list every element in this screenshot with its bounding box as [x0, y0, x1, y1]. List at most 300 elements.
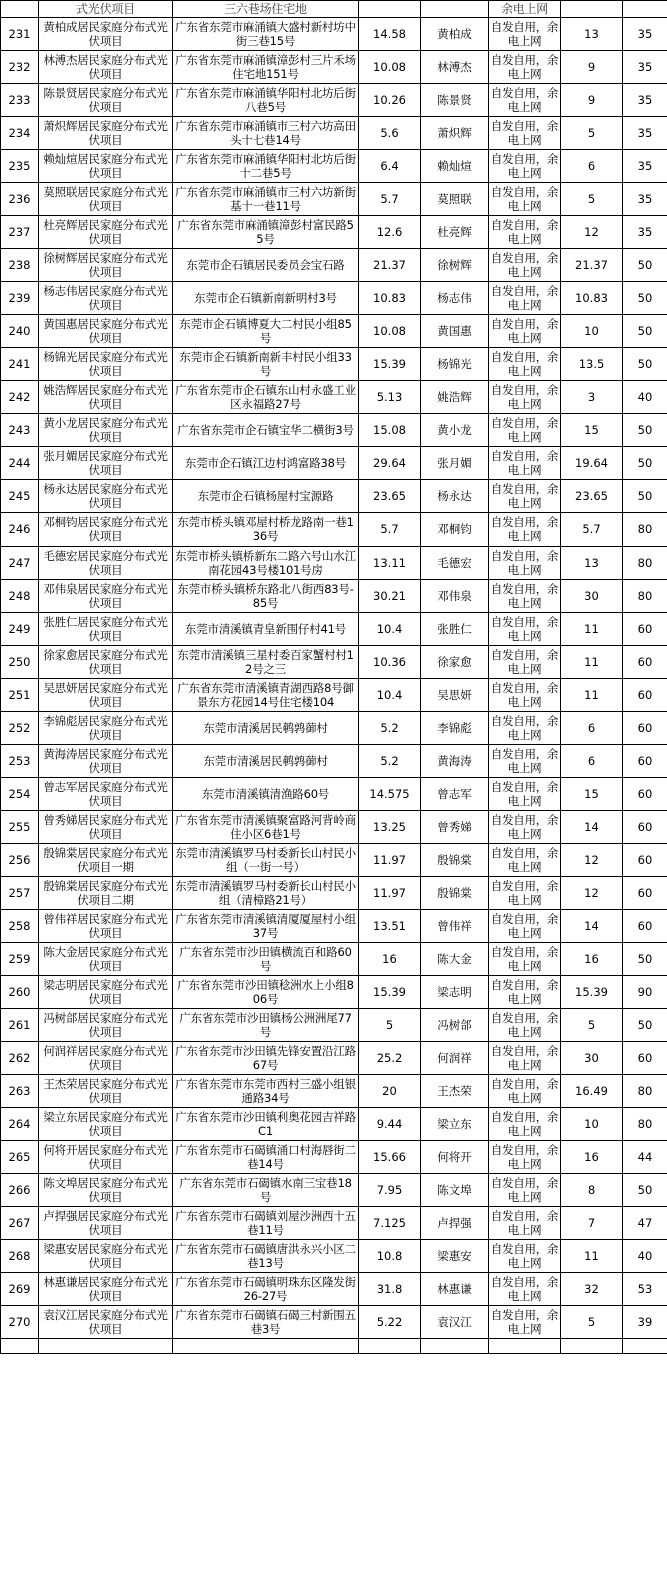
table-row [1, 711, 667, 744]
cell-filed-capacity: 19.64 [561, 447, 623, 480]
cell-project: 曾秀娣居民家庭分布式光伏项目 [39, 810, 173, 843]
cell-mode: 自发自用，余电上网 [489, 447, 561, 480]
cell-duration: 60 [623, 612, 667, 645]
table-row [1, 1008, 667, 1041]
cell-owner: 何将开 [421, 1141, 489, 1174]
cell-filed-capacity: 13 [561, 18, 623, 51]
cell-capacity: 5.13 [359, 381, 421, 414]
cell-project: 卢捍强居民家庭分布式光伏项目 [39, 1207, 173, 1240]
table-row [1, 810, 667, 843]
table-row [1, 183, 667, 216]
cell-owner: 毛德宏 [421, 546, 489, 579]
cell-capacity: 15.39 [359, 975, 421, 1008]
cell-index: 253 [1, 744, 39, 777]
cell-filed-capacity: 9 [561, 84, 623, 117]
table-row [1, 480, 667, 513]
cell-filed-capacity: 15 [561, 414, 623, 447]
cell-capacity: 7.125 [359, 1207, 421, 1240]
cell-project: 李锦彪居民家庭分布式光伏项目 [39, 711, 173, 744]
cell-project: 梁惠安居民家庭分布式光伏项目 [39, 1240, 173, 1273]
table-row [1, 645, 667, 678]
cell-capacity: 5.22 [359, 1306, 421, 1339]
table-row [1, 249, 667, 282]
cell-capacity: 5.2 [359, 711, 421, 744]
cell-address: 广东省东莞市麻涌镇市三村六坊新街基十一巷11号 [173, 183, 359, 216]
cell-filed-capacity: 16 [561, 1141, 623, 1174]
cell-mode: 自发自用，余电上网 [489, 216, 561, 249]
cell-mode: 自发自用，余电上网 [489, 1008, 561, 1041]
cell-duration [623, 1, 667, 18]
cell-address: 东莞市清溪居民鹌鹑蓹村 [173, 711, 359, 744]
cell-owner: 黄柏成 [421, 18, 489, 51]
cell-project: 曾志军居民家庭分布式光伏项目 [39, 777, 173, 810]
cell-address: 东莞市清溪镇三星村委百家蟹村村12号之三 [173, 645, 359, 678]
cell-duration: 80 [623, 513, 667, 546]
cell-project: 袁汉江居民家庭分布式光伏项目 [39, 1306, 173, 1339]
cell-duration: 60 [623, 810, 667, 843]
cell-filed-capacity: 15 [561, 777, 623, 810]
cell-mode: 自发自用，余电上网 [489, 1141, 561, 1174]
cell-filed-capacity: 32 [561, 1273, 623, 1306]
table-row [1, 282, 667, 315]
cell-filed-capacity: 7 [561, 1207, 623, 1240]
cell-filed-capacity: 16 [561, 942, 623, 975]
table-row [1, 678, 667, 711]
table-row [1, 843, 667, 876]
cell-index: 247 [1, 546, 39, 579]
cell-mode: 自发自用，余电上网 [489, 909, 561, 942]
cell-project: 杨志伟居民家庭分布式光伏项目 [39, 282, 173, 315]
cell-capacity: 6.4 [359, 150, 421, 183]
cell-index: 263 [1, 1075, 39, 1108]
cell-mode: 自发自用，余电上网 [489, 975, 561, 1008]
cell-address: 东莞市企石镇江边村鸿富路38号 [173, 447, 359, 480]
cell-capacity: 23.65 [359, 480, 421, 513]
table-row [1, 513, 667, 546]
cell-capacity: 16 [359, 942, 421, 975]
table-row [1, 381, 667, 414]
cell-project: 王杰荣居民家庭分布式光伏项目 [39, 1075, 173, 1108]
cell-address: 广东省东莞市沙田镇利奥花园吉祥路C1 [173, 1108, 359, 1141]
cell-capacity: 21.37 [359, 249, 421, 282]
cell-filed-capacity: 12 [561, 216, 623, 249]
cell-mode: 自发自用，余电上网 [489, 513, 561, 546]
cell-owner: 张月媚 [421, 447, 489, 480]
table-row [1, 348, 667, 381]
cell-duration: 50 [623, 414, 667, 447]
cell-duration: 80 [623, 546, 667, 579]
cell-capacity: 10.08 [359, 51, 421, 84]
cell-filed-capacity: 11 [561, 1240, 623, 1273]
cell-capacity: 10.26 [359, 84, 421, 117]
cell-duration: 40 [623, 381, 667, 414]
cell-owner: 曾伟祥 [421, 909, 489, 942]
cell-address: 东莞市企石镇新南新丰村民小组33号 [173, 348, 359, 381]
cell-capacity: 9.44 [359, 1108, 421, 1141]
cell-owner [421, 1, 489, 18]
cell-project: 陈文埠居民家庭分布式光伏项目 [39, 1174, 173, 1207]
cell-owner: 黄小龙 [421, 414, 489, 447]
cell-project [39, 1339, 173, 1354]
cell-project: 徐树辉居民家庭分布式光伏项目 [39, 249, 173, 282]
cell-project: 莫照联居民家庭分布式光伏项目 [39, 183, 173, 216]
cell-project: 梁立东居民家庭分布式光伏项目 [39, 1108, 173, 1141]
cell-owner: 赖灿煊 [421, 150, 489, 183]
cell-address: 广东省东莞市石碣镇唐洪永兴小区二巷13号 [173, 1240, 359, 1273]
cell-capacity: 15.66 [359, 1141, 421, 1174]
cell-duration: 50 [623, 249, 667, 282]
cell-mode [489, 1339, 561, 1354]
cell-index: 232 [1, 51, 39, 84]
cell-mode: 自发自用，余电上网 [489, 1273, 561, 1306]
cell-duration: 50 [623, 1008, 667, 1041]
cell-project: 黄国惠居民家庭分布式光伏项目 [39, 315, 173, 348]
cell-mode: 自发自用，余电上网 [489, 51, 561, 84]
cell-filed-capacity: 10.83 [561, 282, 623, 315]
cell-owner: 杜亮辉 [421, 216, 489, 249]
cell-project: 殷锦棠居民家庭分布式光伏项目一期 [39, 843, 173, 876]
cell-owner: 徐树辉 [421, 249, 489, 282]
cell-duration: 40 [623, 1240, 667, 1273]
cell-owner: 吴思妍 [421, 678, 489, 711]
cell-mode: 自发自用，余电上网 [489, 348, 561, 381]
cell-address: 广东省东莞市石碣镇石碣三村新围五巷3号 [173, 1306, 359, 1339]
cell-filed-capacity: 16.49 [561, 1075, 623, 1108]
cell-address: 广东省东莞市沙田镇杨公洲洲尾77号 [173, 1008, 359, 1041]
cell-duration: 60 [623, 876, 667, 909]
cell-owner: 卢捍强 [421, 1207, 489, 1240]
cell-owner: 冯树郃 [421, 1008, 489, 1041]
cell-project: 何润祥居民家庭分布式光伏项目 [39, 1041, 173, 1074]
cell-project: 杨永达居民家庭分布式光伏项目 [39, 480, 173, 513]
cell-owner [421, 1339, 489, 1354]
cell-address: 广东省东莞市沙田镇横流百和路60号 [173, 942, 359, 975]
cell-duration: 35 [623, 51, 667, 84]
cell-mode: 自发自用，余电上网 [489, 183, 561, 216]
cell-index: 267 [1, 1207, 39, 1240]
cell-address: 广东省东莞市东莞市西村三盛小组银通路34号 [173, 1075, 359, 1108]
cell-owner: 萧炽辉 [421, 117, 489, 150]
cell-index: 250 [1, 645, 39, 678]
cell-owner: 张胜仁 [421, 612, 489, 645]
table-row [1, 1141, 667, 1174]
cell-index: 262 [1, 1041, 39, 1074]
cell-address: 东莞市桥头镇邓屋村桥龙路南一巷136号 [173, 513, 359, 546]
cell-duration: 53 [623, 1273, 667, 1306]
cell-owner: 何润祥 [421, 1041, 489, 1074]
cell-index: 259 [1, 942, 39, 975]
cell-project: 邓伟泉居民家庭分布式光伏项目 [39, 579, 173, 612]
cell-project: 黄海涛居民家庭分布式光伏项目 [39, 744, 173, 777]
cell-duration: 35 [623, 216, 667, 249]
cell-capacity: 10.8 [359, 1240, 421, 1273]
cell-address: 广东省东莞市麻涌镇漳彭村富民路55号 [173, 216, 359, 249]
cell-duration: 80 [623, 579, 667, 612]
cell-index: 233 [1, 84, 39, 117]
cell-address: 广东省东莞市麻涌镇漳彭村三片禾场住宅地151号 [173, 51, 359, 84]
cell-mode: 自发自用，余电上网 [489, 282, 561, 315]
cell-index: 264 [1, 1108, 39, 1141]
cell-project: 殷锦棠居民家庭分布式光伏项目二期 [39, 876, 173, 909]
cell-duration: 39 [623, 1306, 667, 1339]
table-row [1, 1306, 667, 1339]
cell-filed-capacity: 30 [561, 579, 623, 612]
cell-owner: 邓桐钧 [421, 513, 489, 546]
cell-mode: 自发自用，余电上网 [489, 612, 561, 645]
cell-filed-capacity: 6 [561, 744, 623, 777]
cell-project: 邓桐钧居民家庭分布式光伏项目 [39, 513, 173, 546]
cell-project: 曾伟祥居民家庭分布式光伏项目 [39, 909, 173, 942]
table-row [1, 546, 667, 579]
cell-index: 248 [1, 579, 39, 612]
cell-project: 林溥杰居民家庭分布式光伏项目 [39, 51, 173, 84]
cell-mode: 自发自用，余电上网 [489, 414, 561, 447]
cell-owner: 殷锦棠 [421, 876, 489, 909]
cell-filed-capacity: 6 [561, 150, 623, 183]
cell-filed-capacity: 15.39 [561, 975, 623, 1008]
cell-duration: 35 [623, 18, 667, 51]
cell-owner: 杨永达 [421, 480, 489, 513]
cell-address: 广东省东莞市企石镇宝华二横街3号 [173, 414, 359, 447]
cell-project: 姚浩辉居民家庭分布式光伏项目 [39, 381, 173, 414]
cell-owner: 邓伟泉 [421, 579, 489, 612]
cell-index: 238 [1, 249, 39, 282]
cell-capacity: 13.51 [359, 909, 421, 942]
cell-mode: 自发自用，余电上网 [489, 315, 561, 348]
cell-owner: 陈文埠 [421, 1174, 489, 1207]
cell-mode: 自发自用，余电上网 [489, 744, 561, 777]
table-row [1, 909, 667, 942]
cell-index: 254 [1, 777, 39, 810]
cell-mode: 余电上网 [489, 1, 561, 18]
table-row [1, 447, 667, 480]
cell-mode: 自发自用，余电上网 [489, 150, 561, 183]
cell-address: 广东省东莞市麻涌镇华阳村北坊后街十二巷5号 [173, 150, 359, 183]
cell-capacity: 11.97 [359, 843, 421, 876]
cell-address: 东莞市清溪镇青皇新围仔村41号 [173, 612, 359, 645]
table-row-partial-bottom [1, 1339, 667, 1354]
cell-capacity: 30.21 [359, 579, 421, 612]
cell-duration: 60 [623, 645, 667, 678]
cell-index: 257 [1, 876, 39, 909]
table-row [1, 612, 667, 645]
cell-mode: 自发自用，余电上网 [489, 777, 561, 810]
table-row [1, 117, 667, 150]
table-body [1, 1, 667, 1354]
cell-address: 东莞市清溪镇罗马村委新长山村民小组（一街一号） [173, 843, 359, 876]
cell-capacity [359, 1339, 421, 1354]
cell-capacity: 5.7 [359, 513, 421, 546]
cell-duration: 50 [623, 282, 667, 315]
cell-capacity: 5.6 [359, 117, 421, 150]
cell-capacity: 20 [359, 1075, 421, 1108]
cell-mode: 自发自用，余电上网 [489, 1240, 561, 1273]
cell-address: 东莞市桥头镇桥东路北八街西83号-85号 [173, 579, 359, 612]
cell-address: 东莞市企石镇博夏大二村民小组85号 [173, 315, 359, 348]
cell-index: 266 [1, 1174, 39, 1207]
cell-duration [623, 1339, 667, 1354]
cell-capacity: 15.08 [359, 414, 421, 447]
cell-index: 252 [1, 711, 39, 744]
cell-project: 林惠谦居民家庭分布式光伏项目 [39, 1273, 173, 1306]
cell-filed-capacity: 3 [561, 381, 623, 414]
cell-capacity: 14.58 [359, 18, 421, 51]
cell-owner: 王杰荣 [421, 1075, 489, 1108]
cell-address: 广东省东莞市沙田镇先锋安置沿江路67号 [173, 1041, 359, 1074]
cell-mode: 自发自用，余电上网 [489, 678, 561, 711]
cell-address: 东莞市企石镇新南新明村3号 [173, 282, 359, 315]
cell-owner: 李锦彪 [421, 711, 489, 744]
cell-mode: 自发自用，余电上网 [489, 18, 561, 51]
cell-filed-capacity: 5 [561, 117, 623, 150]
cell-owner: 林溥杰 [421, 51, 489, 84]
cell-owner: 梁志明 [421, 975, 489, 1008]
cell-mode: 自发自用，余电上网 [489, 942, 561, 975]
cell-index: 255 [1, 810, 39, 843]
cell-address: 东莞市企石镇居民委员会宝石路 [173, 249, 359, 282]
cell-project: 梁志明居民家庭分布式光伏项目 [39, 975, 173, 1008]
cell-owner: 袁汉江 [421, 1306, 489, 1339]
cell-capacity: 11.97 [359, 876, 421, 909]
cell-owner: 黄海涛 [421, 744, 489, 777]
cell-capacity: 10.83 [359, 282, 421, 315]
cell-duration: 60 [623, 843, 667, 876]
cell-capacity: 13.11 [359, 546, 421, 579]
cell-index: 231 [1, 18, 39, 51]
table-row [1, 579, 667, 612]
cell-capacity: 5 [359, 1008, 421, 1041]
cell-index: 236 [1, 183, 39, 216]
cell-owner: 林惠谦 [421, 1273, 489, 1306]
table-row [1, 876, 667, 909]
cell-index [1, 1339, 39, 1354]
cell-duration: 47 [623, 1207, 667, 1240]
cell-project: 萧炽辉居民家庭分布式光伏项目 [39, 117, 173, 150]
cell-project: 赖灿煊居民家庭分布式光伏项目 [39, 150, 173, 183]
cell-filed-capacity: 12 [561, 876, 623, 909]
cell-duration: 35 [623, 183, 667, 216]
cell-mode: 自发自用，余电上网 [489, 579, 561, 612]
cell-duration: 50 [623, 447, 667, 480]
table-row [1, 1075, 667, 1108]
cell-project: 徐家愈居民家庭分布式光伏项目 [39, 645, 173, 678]
cell-index: 269 [1, 1273, 39, 1306]
cell-project: 陈景贤居民家庭分布式光伏项目 [39, 84, 173, 117]
cell-owner: 梁惠安 [421, 1240, 489, 1273]
cell-address: 广东省东莞市清溪镇聚富路河背岭商住小区6巷1号 [173, 810, 359, 843]
cell-filed-capacity [561, 1339, 623, 1354]
cell-capacity: 10.4 [359, 612, 421, 645]
cell-duration: 35 [623, 150, 667, 183]
cell-capacity: 25.2 [359, 1041, 421, 1074]
cell-address: 广东省东莞市麻涌镇市三村六坊高田头十七巷14号 [173, 117, 359, 150]
cell-index: 249 [1, 612, 39, 645]
cell-mode: 自发自用，余电上网 [489, 1075, 561, 1108]
cell-capacity: 15.39 [359, 348, 421, 381]
cell-filed-capacity: 5 [561, 1008, 623, 1041]
table-row [1, 942, 667, 975]
cell-index: 245 [1, 480, 39, 513]
cell-filed-capacity: 11 [561, 612, 623, 645]
table-row [1, 414, 667, 447]
cell-address: 东莞市企石镇杨屋村宝源路 [173, 480, 359, 513]
cell-duration: 35 [623, 117, 667, 150]
cell-address: 广东省东莞市清溪镇青湖西路8号御景东方花园14号住宅楼104 [173, 678, 359, 711]
cell-mode: 自发自用，余电上网 [489, 843, 561, 876]
cell-mode: 自发自用，余电上网 [489, 546, 561, 579]
cell-mode: 自发自用，余电上网 [489, 1174, 561, 1207]
cell-index: 235 [1, 150, 39, 183]
table-row [1, 777, 667, 810]
cell-index: 265 [1, 1141, 39, 1174]
cell-owner: 杨锦光 [421, 348, 489, 381]
cell-project: 黄柏成居民家庭分布式光伏项目 [39, 18, 173, 51]
cell-index: 270 [1, 1306, 39, 1339]
cell-address: 广东省东莞市沙田镇稔洲水上小组806号 [173, 975, 359, 1008]
cell-project: 张胜仁居民家庭分布式光伏项目 [39, 612, 173, 645]
cell-capacity: 10.08 [359, 315, 421, 348]
cell-capacity: 31.8 [359, 1273, 421, 1306]
cell-filed-capacity: 8 [561, 1174, 623, 1207]
cell-duration: 60 [623, 711, 667, 744]
cell-address: 广东省东莞市石碣镇水南三宝巷18号 [173, 1174, 359, 1207]
cell-filed-capacity: 14 [561, 909, 623, 942]
cell-project: 毛德宏居民家庭分布式光伏项目 [39, 546, 173, 579]
cell-index: 234 [1, 117, 39, 150]
cell-address: 东莞市清溪居民鹌鹑蓹村 [173, 744, 359, 777]
cell-filed-capacity: 6 [561, 711, 623, 744]
cell-filed-capacity: 30 [561, 1041, 623, 1074]
cell-address: 东莞市清溪镇清渔路60号 [173, 777, 359, 810]
cell-filed-capacity: 5 [561, 1306, 623, 1339]
cell-duration: 80 [623, 1108, 667, 1141]
cell-address: 东莞市桥头镇桥新东二路六号山水江南花园43号楼101号房 [173, 546, 359, 579]
cell-capacity: 29.64 [359, 447, 421, 480]
cell-filed-capacity [561, 1, 623, 18]
cell-mode: 自发自用，余电上网 [489, 1207, 561, 1240]
cell-index: 241 [1, 348, 39, 381]
cell-project: 杜亮辉居民家庭分布式光伏项目 [39, 216, 173, 249]
cell-index: 242 [1, 381, 39, 414]
cell-address: 广东省东莞市石碣镇明珠东区隆发街26-27号 [173, 1273, 359, 1306]
cell-duration: 60 [623, 777, 667, 810]
cell-mode: 自发自用，余电上网 [489, 645, 561, 678]
cell-mode: 自发自用，余电上网 [489, 117, 561, 150]
table-row [1, 1041, 667, 1074]
cell-duration: 44 [623, 1141, 667, 1174]
cell-index: 268 [1, 1240, 39, 1273]
cell-mode: 自发自用，余电上网 [489, 381, 561, 414]
cell-mode: 自发自用，余电上网 [489, 876, 561, 909]
cell-duration: 50 [623, 315, 667, 348]
cell-filed-capacity: 11 [561, 678, 623, 711]
cell-duration: 35 [623, 84, 667, 117]
table-row [1, 216, 667, 249]
cell-index: 239 [1, 282, 39, 315]
cell-duration: 50 [623, 1174, 667, 1207]
cell-filed-capacity: 23.65 [561, 480, 623, 513]
cell-address [173, 1339, 359, 1354]
cell-duration: 50 [623, 480, 667, 513]
cell-owner: 黄国惠 [421, 315, 489, 348]
cell-capacity: 5.7 [359, 183, 421, 216]
table-row [1, 1273, 667, 1306]
cell-owner: 姚浩辉 [421, 381, 489, 414]
cell-filed-capacity: 9 [561, 51, 623, 84]
table-row [1, 1207, 667, 1240]
cell-mode: 自发自用，余电上网 [489, 810, 561, 843]
cell-address: 广东省东莞市石碣镇刘屋沙洲西十五巷11号 [173, 1207, 359, 1240]
